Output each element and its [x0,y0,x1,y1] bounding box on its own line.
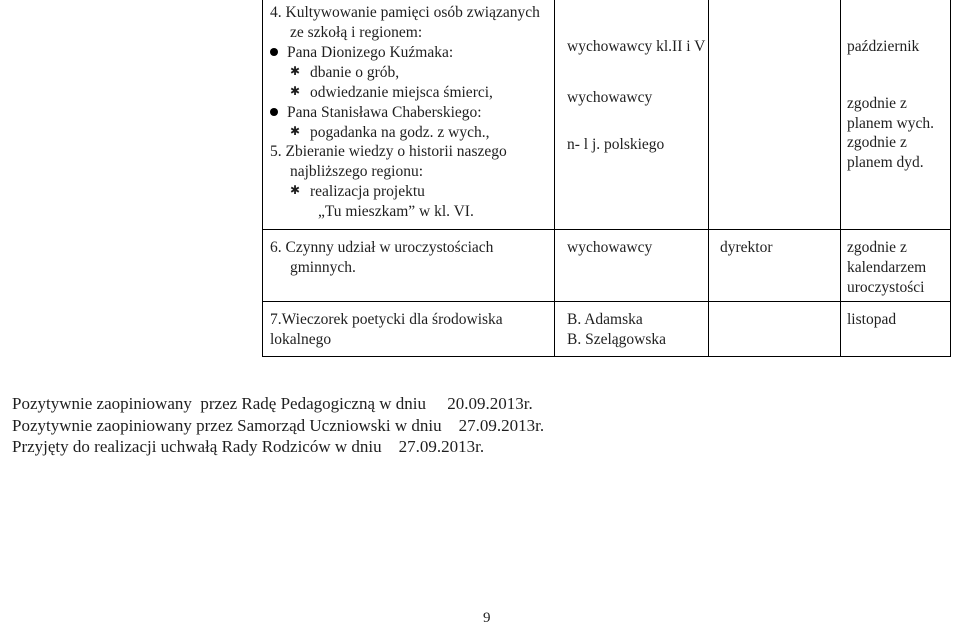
list-item: pogadanka na godz. z wych., [310,124,490,141]
bullet-icon [270,48,278,56]
row-7-description: 7.Wieczorek poetycki dla środowiska lokalnego [270,311,503,348]
asterisk-icon: ✱ [290,64,301,78]
row-4-responsible-2: wychowawcy [567,89,653,106]
row-5-term: zgodnie z planem dyd. [847,134,924,171]
row-7-responsible: B. Adamska B. Szelągowska [567,311,667,348]
row-6-term: zgodnie z kalendarzem uroczystości [847,239,927,296]
list-item-continuation: „Tu mieszkam” w kl. VI. [318,203,474,220]
row-4-term-1: październik [847,38,920,55]
column-divider-1 [554,0,555,356]
asterisk-icon: ✱ [290,183,301,197]
row-5-title-line: najbliższego regionu: [290,163,423,180]
list-item: odwiedzanie miejsca śmierci, [310,84,493,101]
row-4-responsible-1: wychowawcy kl.II i V [567,38,706,55]
table-border-left [262,0,263,356]
row-6-description: 6. Czynny udział w uroczystościach gminnych. [270,239,494,276]
row-5-title-line: 5. Zbieranie wiedzy o historii naszego [270,143,507,160]
row-4-term-2: zgodnie z planem wych. [847,95,934,132]
row-divider-1 [262,229,950,230]
list-item: realizacja projektu [310,183,425,200]
row-7-term: listopad [847,311,897,328]
plan-table [262,0,951,357]
column-divider-2 [708,0,709,356]
row-6-responsible: wychowawcy [567,239,653,256]
row-divider-2 [262,301,950,302]
asterisk-icon: ✱ [290,124,301,138]
page-number: 9 [483,610,491,626]
asterisk-icon: ✱ [290,84,301,98]
bullet-icon [270,108,278,116]
row-4-title-line: ze szkołą i regionem: [290,24,423,41]
row-5-responsible: n- l j. polskiego [567,136,665,153]
row-4-description [270,3,540,143]
list-item: dbanie o grób, [310,64,400,81]
person-1-name: Pana Dionizego Kuźmaka: [287,44,454,61]
row-4-title-line: 4. Kultywowanie pamięci osób związanych [270,4,540,21]
footer-approval-line-2: Pozytywnie zaopiniowany przez Samorząd Uczniowski w dniu 27.09.2013r. [12,416,545,435]
footer-approval-line-3: Przyjęty do realizacji uchwałą Rady Rodziców w dniu 27.09.2013r. [12,437,485,456]
row-6-cooperation: dyrektor [720,239,773,256]
column-divider-3 [840,0,841,356]
row-5-description [270,142,507,222]
person-2-name: Pana Stanisława Chaberskiego: [287,104,482,121]
footer-approval-line-1: Pozytywnie zaopiniowany przez Radę Pedagogiczną w dniu 20.09.2013r. [12,394,533,413]
